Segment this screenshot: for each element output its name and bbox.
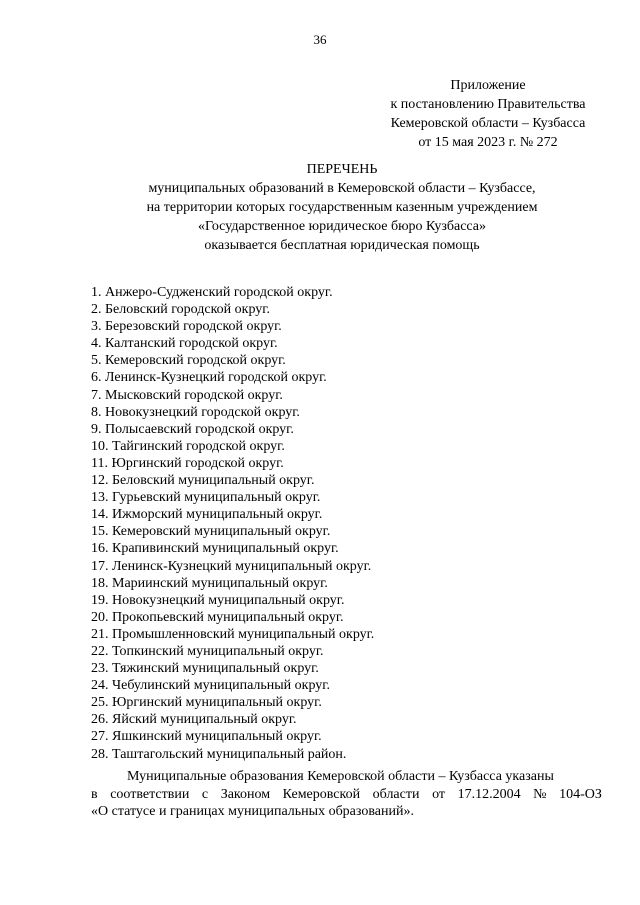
footnote-line-2 [91, 786, 602, 804]
footnote-word: № [533, 786, 547, 802]
footnote-word: 17.12.2004 [457, 786, 521, 802]
list-item: 24. Чебулинский муниципальный округ. [91, 678, 330, 694]
title-line-3: «Государственное юридическое бюро Кузбасса» [197, 219, 487, 234]
appendix-line-2: к постановлению Правительства [390, 97, 586, 112]
page-number: 36 [313, 32, 327, 47]
footnote-word: Законом [220, 786, 271, 802]
list-item: 5. Кемеровский городской округ. [91, 353, 286, 369]
appendix-line-3: Кемеровской области – Кузбасса [390, 116, 586, 131]
footnote-word: соответствии [110, 786, 190, 802]
appendix-line-1: Приложение [450, 78, 526, 93]
list-item: 10. Тайгинский городской округ. [91, 438, 285, 454]
footnote-word: 104-ОЗ [559, 786, 602, 802]
list-item: 1. Анжеро-Судженский городской округ. [91, 285, 333, 300]
list-item: 9. Полысаевский городской округ. [91, 421, 294, 437]
list-item: 18. Мариинский муниципальный округ. [91, 575, 328, 591]
footnote-line-3: «О статусе и границах муниципальных образований». [91, 804, 414, 819]
list-item: 8. Новокузнецкий городской округ. [91, 404, 300, 420]
list-item: 26. Яйский муниципальный округ. [91, 712, 297, 728]
list-item: 17. Ленинск-Кузнецкий муниципальный округ. [91, 558, 372, 574]
list-item: 13. Гурьевский муниципальный округ. [91, 490, 321, 506]
list-item: 21. Промышленновский муниципальный округ. [91, 626, 375, 642]
list-item: 22. Топкинский муниципальный округ. [91, 643, 324, 659]
footnote-word: области [372, 786, 420, 802]
list-item: 23. Тяжинский муниципальный округ. [91, 661, 319, 677]
appendix-line-4: от 15 мая 2023 г. № 272 [418, 135, 558, 150]
footnote-word: в [91, 786, 98, 802]
footnote-word: Кемеровской [282, 786, 361, 802]
list-item: 4. Калтанский городской округ. [91, 336, 278, 352]
list-item: 7. Мысковский городской округ. [91, 387, 283, 403]
list-item: 12. Беловский муниципальный округ. [91, 473, 315, 489]
footnote-word: от [432, 786, 445, 802]
footnote-word: с [201, 786, 209, 802]
footnote-paragraph [91, 768, 602, 821]
footnote-line-2-text [91, 786, 602, 804]
document-title [100, 160, 584, 255]
footnote-line-1: Муниципальные образования Кемеровской области – Кузбасса указаны [127, 769, 554, 784]
title-heading: ПЕРЕЧЕНЬ [306, 162, 378, 177]
appendix-block [360, 76, 616, 152]
list-item: 19. Новокузнецкий муниципальный округ. [91, 592, 345, 608]
list-item: 25. Юргинский муниципальный округ. [91, 695, 322, 711]
list-item: 27. Яшкинский муниципальный округ. [91, 729, 322, 745]
list-item: 28. Таштагольский муниципальный район. [91, 746, 347, 762]
list-item: 11. Юргинский городской округ. [91, 455, 284, 471]
list-item: 16. Крапивинский муниципальный округ. [91, 541, 339, 557]
list-item: 14. Ижморский муниципальный округ. [91, 507, 323, 523]
municipality-list [91, 284, 374, 763]
list-item: 2. Беловский городской округ. [91, 302, 270, 318]
list-item: 20. Прокопьевский муниципальный округ. [91, 609, 344, 625]
list-item: 15. Кемеровский муниципальный округ. [91, 524, 331, 540]
list-item: 3. Березовский городской округ. [91, 319, 282, 335]
title-line-4: оказывается бесплатная юридическая помощь [204, 238, 480, 253]
title-line-1: муниципальных образований в Кемеровской области – Кузбассе, [148, 181, 536, 196]
list-item: 6. Ленинск-Кузнецкий городской округ. [91, 370, 327, 386]
title-line-2: на территории которых государственным казенным учреждением [146, 200, 538, 215]
